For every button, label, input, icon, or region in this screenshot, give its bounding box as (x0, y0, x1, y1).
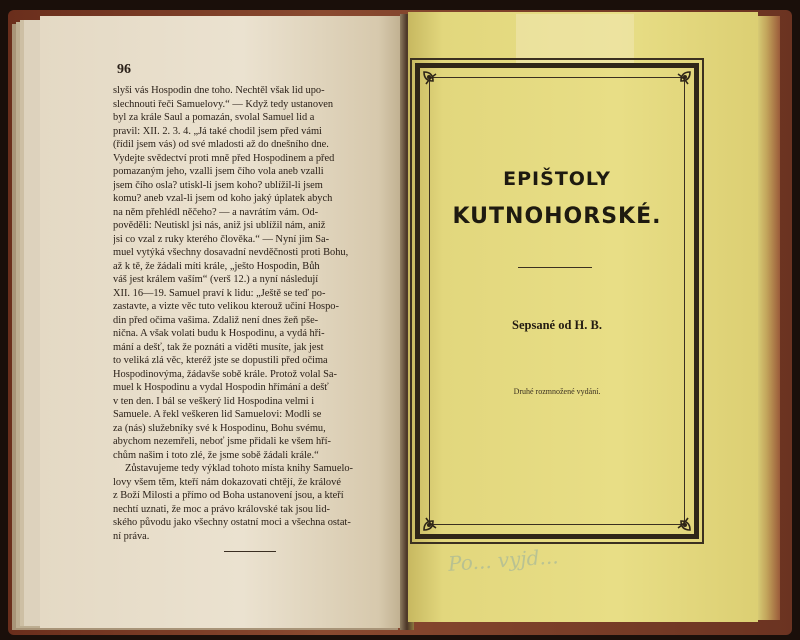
text-line: nechtí uznati, že moc a právo královské tak jsou lid- (113, 503, 330, 515)
text-line: to veliká zlá věc, kteréž jste se dopustili před očima (113, 355, 328, 366)
text-line: nična. A však volati budu k Hospodinu, a vydá hři- (113, 328, 325, 339)
text-line: muel k Hospodinu a vydal Hospodin hřímání a dešť (113, 382, 329, 393)
title-line-2: KUTNOHORSKÉ. (452, 204, 662, 229)
text-line: za (nás) služebníky své k Hospodinu, Bohu svému, (113, 422, 326, 434)
text-line: din před očima vašima. Zdaliž není dnes žeň pše- (113, 314, 319, 326)
text-line: v ten den. I bál se veškerý lid Hospodina velmi i (113, 395, 315, 407)
text-line: chům našim i toto zlé, že jsme sobě žádali krále.“ (113, 449, 319, 461)
text-line: Hospodinovýma, žádavše sobě krále. Protož volal Sa- (113, 368, 337, 380)
text-line: Vydejte svědectví proti mně před Hospodinem a před (113, 152, 335, 164)
body-text (113, 84, 397, 543)
title-frame (415, 63, 699, 539)
floral-corner-icon (670, 70, 692, 92)
text-line: slechnouti řeči Samuelovy.“ — Když tedy ustanoven (113, 98, 334, 110)
text-line: pomazaným jeho, vzalli jsem čího vola aneb vzalli (113, 166, 324, 177)
floral-corner-icon (670, 510, 692, 532)
text-line: Zůstavujeme tedy výklad tohoto místa knihy Samuelo- (125, 463, 353, 474)
title-frame-inner-border (429, 77, 685, 525)
text-line: XII. 16—19. Samuel praví k lidu: „Ještě se teď po- (113, 287, 326, 299)
text-line: až k tě, že žádali míti krále, „ješto Hospodin, Bůh (113, 260, 320, 272)
page-number: 96 (117, 62, 131, 77)
text-line: váš jest králem vaším“ (verš 12.) a nyní následují (113, 274, 319, 285)
text-line: pověděli: Neutiskl jsi nás, aniž jsi ublížil nám, aniž (113, 220, 326, 231)
floral-corner-icon (422, 70, 444, 92)
text-line: Samuele. A řekl veškeren lid Samuelovi: Modli se (113, 409, 322, 420)
floral-corner-icon (422, 510, 444, 532)
right-page-edge (758, 16, 780, 620)
text-line: muel vytýká všechny dosavadní nevděčnosti proti Bohu, (113, 247, 349, 258)
text-line: ní práva. (113, 530, 150, 542)
title-line-1: EPIŠTOLY (503, 168, 611, 190)
text-line: abychom nezemřeli, neboť jsme přidali ke všem hří- (113, 436, 331, 447)
text-line: zastavte, a vizte věc tuto velikou kterouž učiní Hospo- (113, 301, 339, 312)
edition-line: Druhé rozmnožené vydání. (513, 387, 601, 396)
text-line: komu? aneb vzal-li jsem od koho jaký úplatek abych (113, 193, 333, 204)
text-line: jsem čího osla? utiskl-li jsem koho? ublížil-li jsem (113, 179, 323, 191)
text-line: z Boží Milosti a přímo od Boha ustanovení jsou, a kteří (113, 490, 344, 501)
text-line: lovy všem těm, kteří nám dokazovati chtějí, že králové (113, 476, 341, 488)
text-line: jsi co vzal z ruky kterého člověka.“ — Nyní jim Sa- (113, 233, 330, 245)
text-line: ského původu jako všechny ostatní moci a všechna ostat- (113, 517, 351, 528)
text-line: pravil: XII. 2. 3. 4. „Já také chodil jsem před vámi (113, 125, 322, 137)
repair-tape (516, 14, 634, 65)
text-line: (řídil jsem vás) od své mladosti až do dnešního dne. (113, 139, 329, 150)
text-line: na něm přehlédl něčeho? — a navrátím vám. Od- (113, 206, 319, 218)
author-line: Sepsané od H. B. (512, 318, 602, 332)
text-line: mání a dešť, tak že poznáti a viděti musíte, jak jest (113, 341, 324, 353)
pencil-annotation: Po... vyjd... (447, 544, 560, 576)
text-line: byl za krále Saul a pomazán, svolal Samuel lid a (113, 112, 315, 123)
text-line: slyši vás Hospodin dne toho. Nechtěl však lid upo- (113, 85, 325, 96)
ornamental-rule (518, 267, 592, 268)
end-rule (224, 551, 276, 552)
